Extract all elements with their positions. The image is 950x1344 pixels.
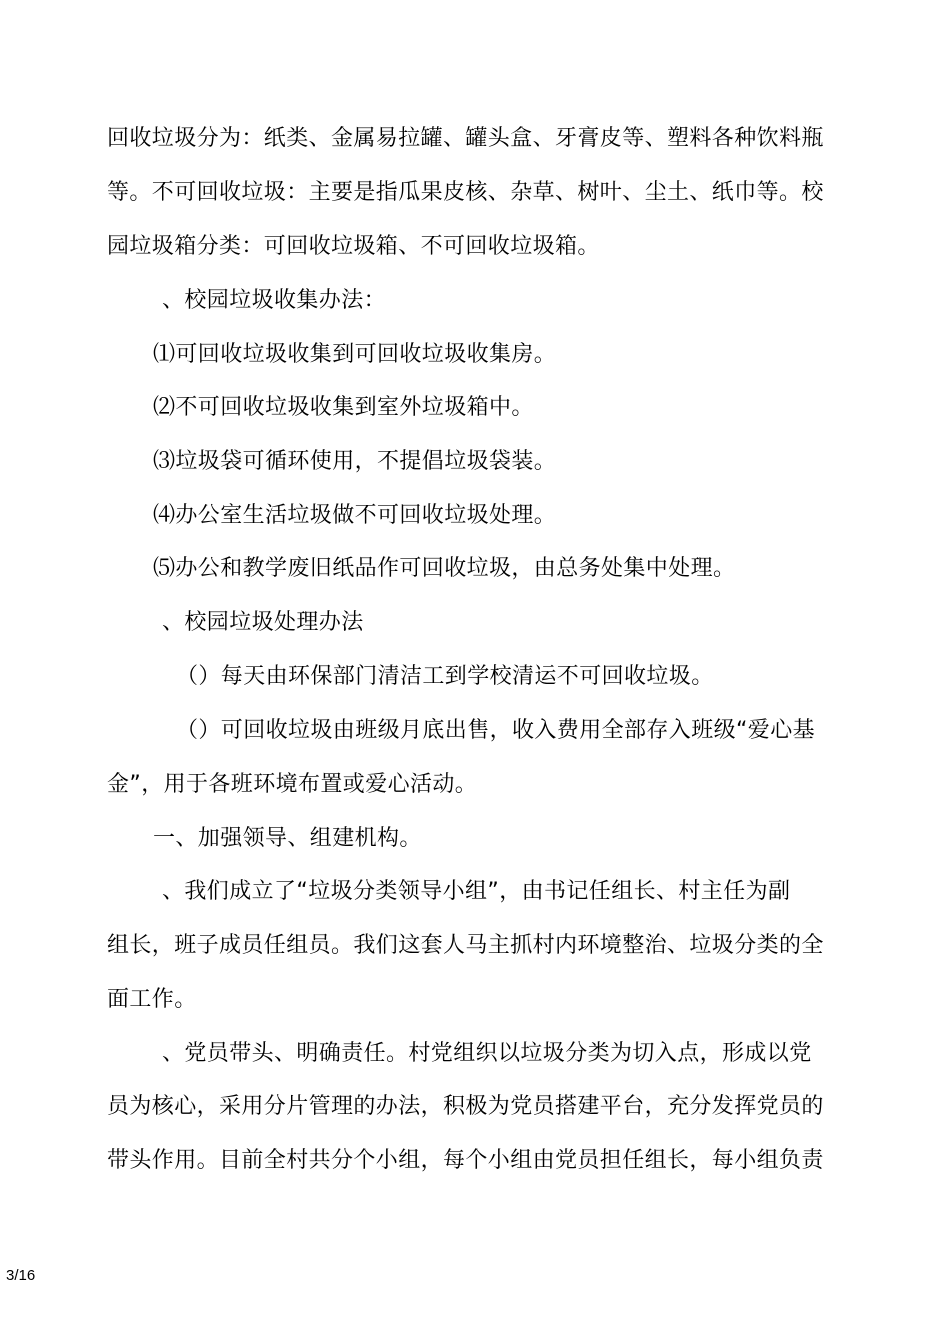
paragraph-line: 员为核心，采用分片管理的办法，积极为党员搭建平台，充分发挥党员的	[107, 1094, 824, 1119]
paragraph-line: 面工作。	[107, 987, 197, 1012]
section-heading: 、校园垃圾处理办法	[162, 610, 364, 635]
list-item: ⑸办公和教学废旧纸品作可回收垃圾，由总务处集中处理。	[153, 556, 736, 581]
list-item: ⑴可回收垃圾收集到可回收垃圾收集房。	[153, 342, 557, 367]
paragraph-line: 、党员带头、明确责任。村党组织以垃圾分类为切入点，形成以党	[162, 1041, 812, 1066]
list-item: ⑶垃圾袋可循环使用，不提倡垃圾袋装。	[153, 449, 557, 474]
list-item: （）每天由环保部门清洁工到学校清运不可回收垃圾。	[176, 664, 714, 689]
list-item: ⑷办公室生活垃圾做不可回收垃圾处理。	[153, 503, 557, 528]
paragraph-line: 组长，班子成员任组员。我们这套人马主抓村内环境整治、垃圾分类的全	[107, 933, 824, 958]
section-heading: 一、加强领导、组建机构。	[153, 826, 422, 851]
list-item: ⑵不可回收垃圾收集到室外垃圾箱中。	[153, 395, 534, 420]
paragraph-line: 等。不可回收垃圾：主要是指瓜果皮核、杂草、树叶、尘土、纸巾等。校	[107, 180, 824, 205]
page-number: 3/16	[6, 1267, 36, 1284]
list-item: （）可回收垃圾由班级月底出售，收入费用全部存入班级“爱心基	[176, 718, 815, 743]
paragraph-line: 、我们成立了“垃圾分类领导小组”，由书记任组长、村主任为副	[162, 879, 791, 904]
section-heading: 、校园垃圾收集办法：	[162, 288, 387, 313]
paragraph-line: 回收垃圾分为：纸类、金属易拉罐、罐头盒、牙膏皮等、塑料各种饮料瓶	[107, 126, 824, 151]
paragraph-line: 带头作用。目前全村共分个小组，每个小组由党员担任组长，每小组负责	[107, 1148, 824, 1173]
paragraph-line: 金”，用于各班环境布置或爱心活动。	[107, 772, 478, 797]
paragraph-line: 园垃圾箱分类：可回收垃圾箱、不可回收垃圾箱。	[107, 234, 600, 259]
